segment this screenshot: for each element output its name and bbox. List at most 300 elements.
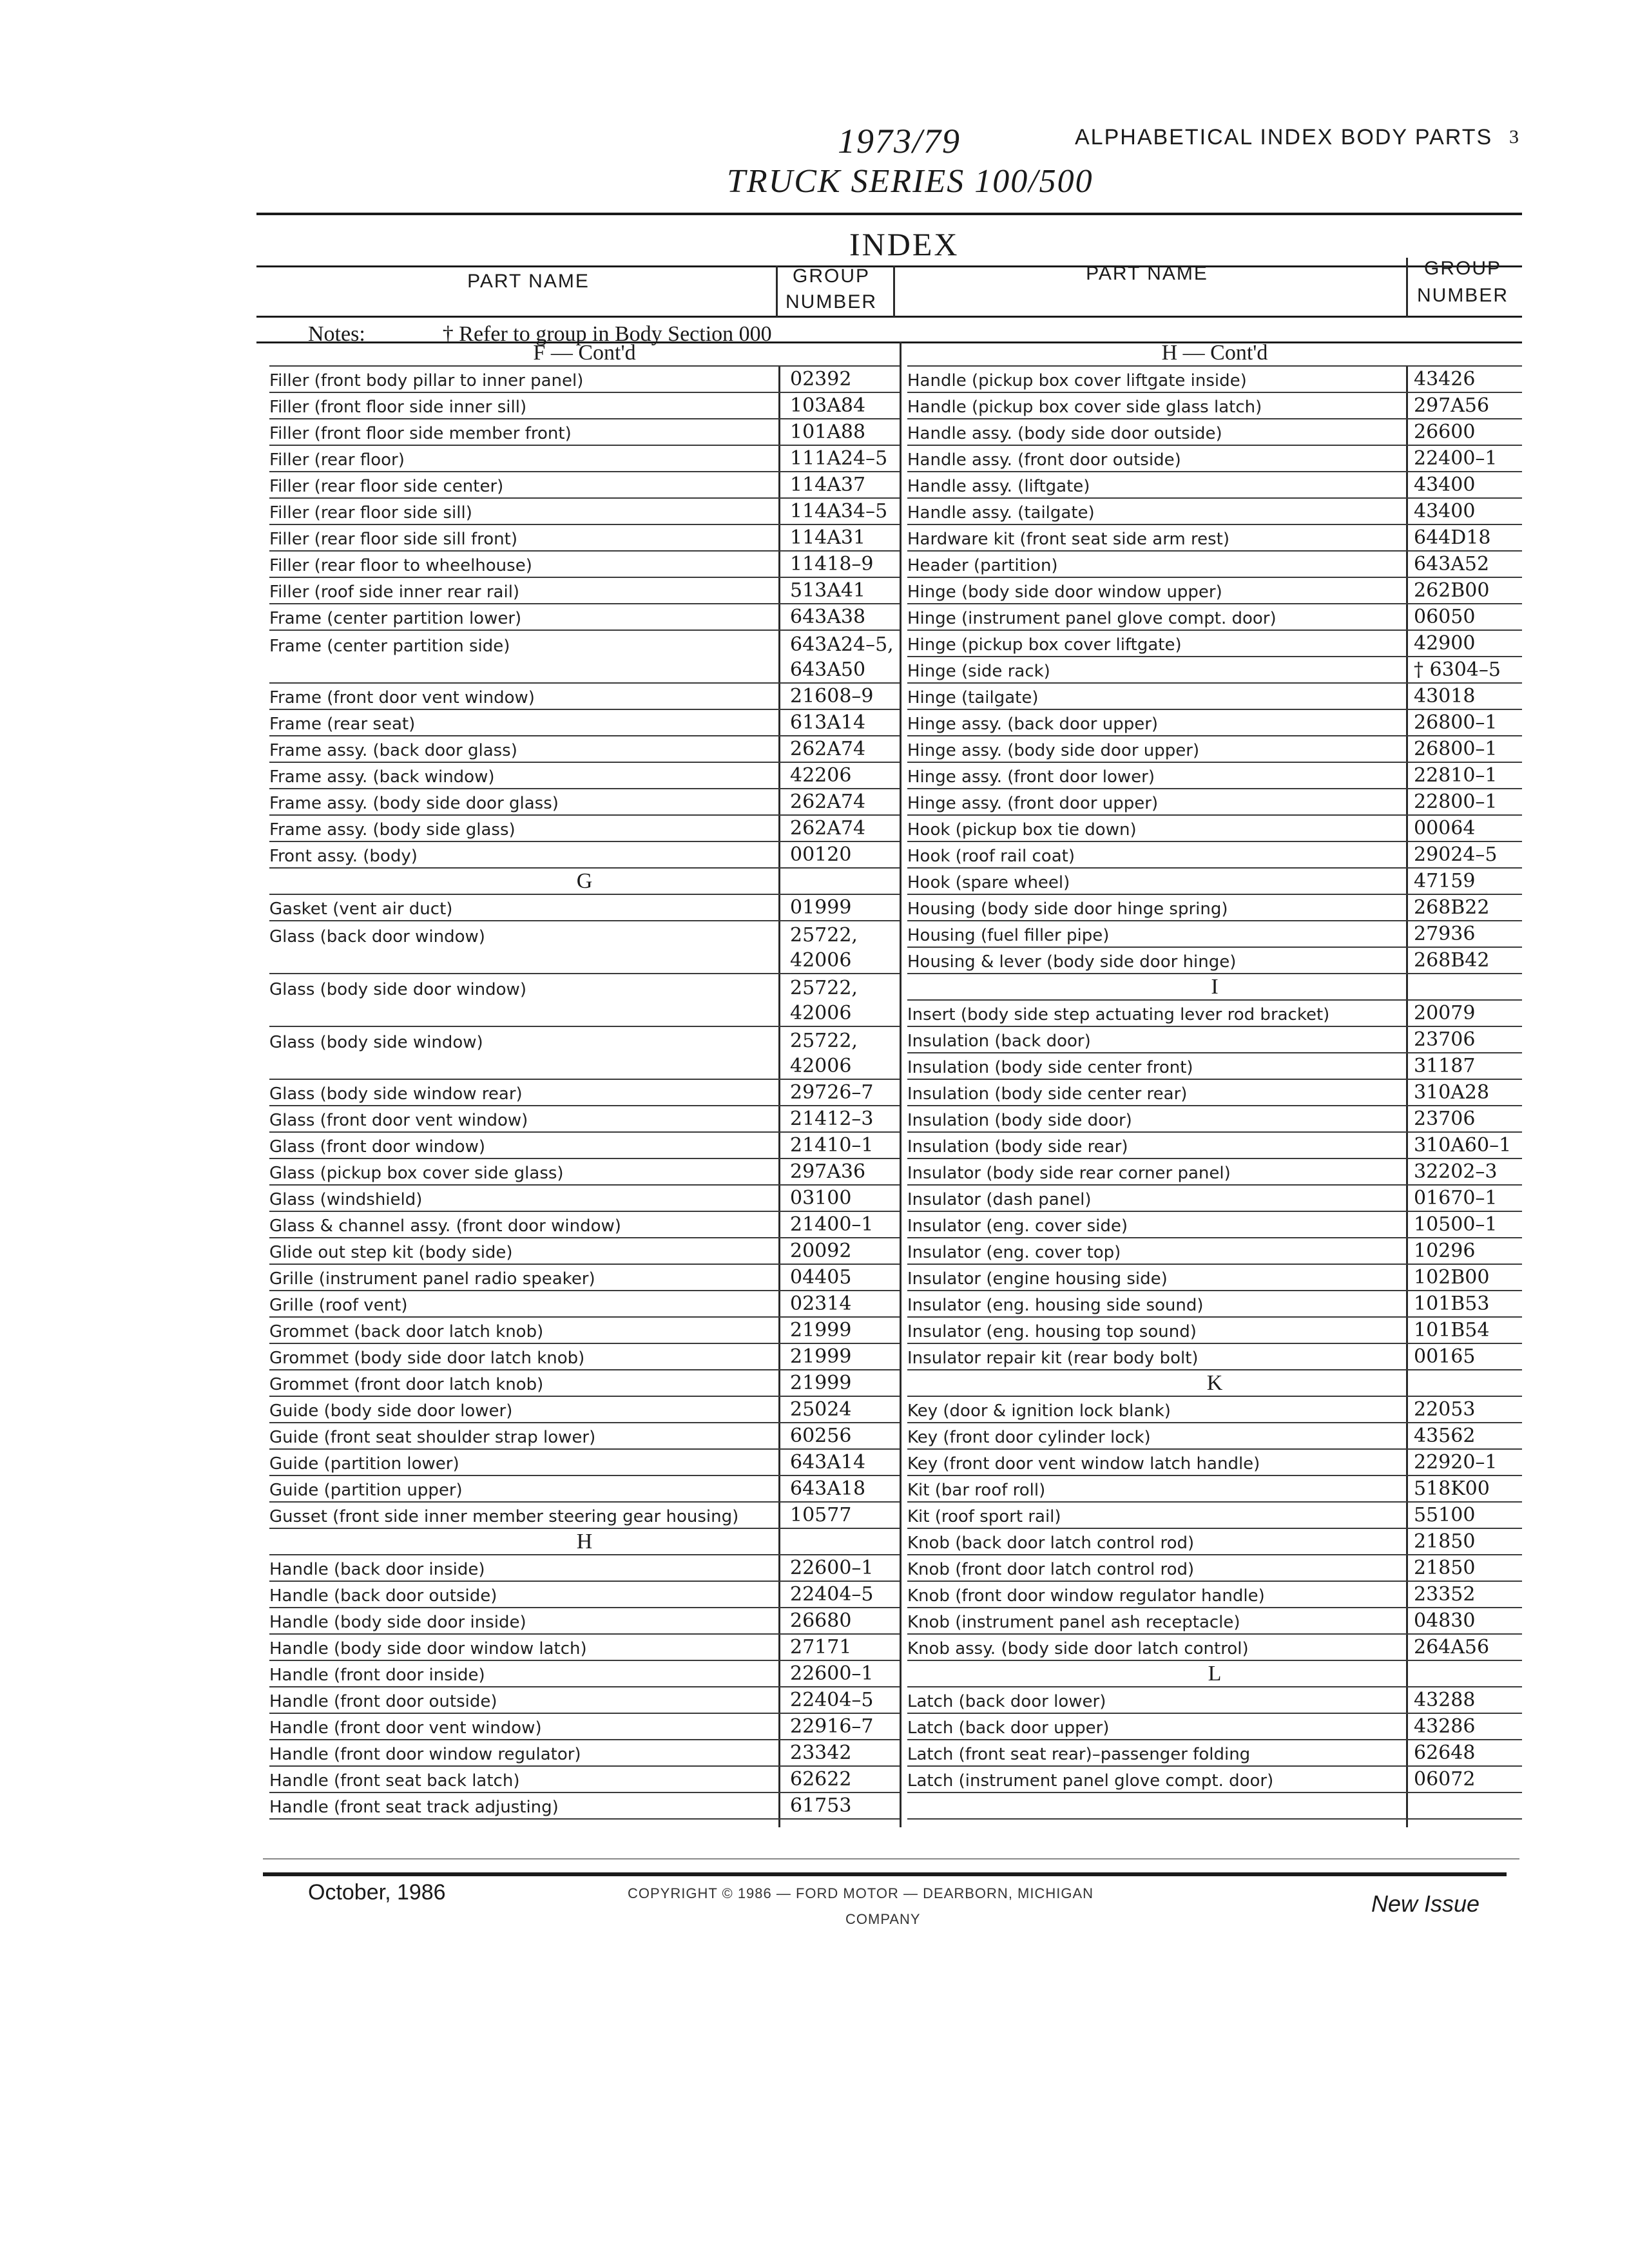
group-number: 27171	[790, 1636, 852, 1658]
part-name: Filler (rear floor side sill front)	[269, 530, 517, 549]
part-name: Frame assy. (back window)	[269, 767, 495, 787]
notes-label: Notes:	[308, 322, 365, 346]
group-number: 262A74	[790, 738, 866, 760]
group-number: 101A88	[790, 421, 866, 443]
part-row	[269, 419, 900, 446]
left-group-header: GROUP	[792, 265, 870, 287]
part-name: Handle (front seat track adjusting)	[269, 1798, 559, 1817]
part-name: Filler (front floor side member front)	[269, 424, 572, 443]
part-name: Glass (back door window)	[269, 927, 485, 947]
part-name: Insulator (eng. housing side sound)	[907, 1296, 1204, 1315]
group-number: 04405	[790, 1266, 852, 1289]
part-name: Insulation (body side rear)	[907, 1137, 1128, 1157]
group-number: 10577	[790, 1504, 852, 1526]
part-row	[269, 367, 900, 393]
part-row	[269, 1450, 900, 1476]
part-name: Hinge (body side door window upper)	[907, 582, 1222, 602]
section-heading-row	[907, 340, 1522, 367]
part-row	[269, 1767, 900, 1793]
part-row	[907, 1423, 1522, 1450]
group-number: 27936	[1414, 923, 1476, 945]
group-number: 613A14	[790, 711, 866, 734]
group-number: 43562	[1414, 1425, 1476, 1447]
group-number: 25722,	[790, 924, 858, 947]
part-name: Glass (body side window)	[269, 1033, 483, 1052]
group-number: 262A74	[790, 791, 866, 813]
group-number: 42206	[790, 764, 852, 787]
part-name: Glass (pickup box cover side glass)	[269, 1164, 564, 1183]
group-number: 42006	[790, 1002, 852, 1024]
part-row	[269, 499, 900, 525]
part-row	[269, 1238, 900, 1265]
group-number: 29726–7	[790, 1081, 874, 1104]
part-row	[907, 1106, 1522, 1133]
part-row	[269, 1027, 900, 1053]
part-row	[269, 1080, 900, 1106]
section-letter: L	[1208, 1662, 1222, 1686]
part-row	[269, 974, 900, 1001]
part-name: Glass (front door vent window)	[269, 1111, 528, 1130]
part-row	[907, 948, 1522, 974]
part-row	[269, 525, 900, 552]
part-row	[907, 1291, 1522, 1318]
part-name: Knob (back door latch control rod)	[907, 1533, 1195, 1553]
part-row	[907, 842, 1522, 869]
group-number: 43286	[1414, 1715, 1476, 1738]
section-heading-row	[907, 974, 1522, 1001]
group-number: 06072	[1414, 1768, 1476, 1791]
part-row	[907, 1529, 1522, 1555]
group-number: 10500–1	[1414, 1213, 1498, 1236]
group-number: 513A41	[790, 579, 866, 602]
part-row	[269, 684, 900, 710]
group-number: 00165	[1414, 1345, 1476, 1368]
truck-series-title: TRUCK SERIES 100/500	[727, 163, 1094, 200]
part-name: Frame (rear seat)	[269, 715, 416, 734]
group-number: 643A38	[790, 606, 866, 628]
part-name: Filler (rear floor)	[269, 450, 405, 470]
part-name: Guide (body side door lower)	[269, 1401, 513, 1421]
part-name: Hinge assy. (body side door upper)	[907, 741, 1200, 760]
group-number: 01670–1	[1414, 1187, 1498, 1209]
catalog-year-range: 1973/79	[838, 122, 961, 160]
part-row	[907, 631, 1522, 657]
group-number: 10296	[1414, 1240, 1476, 1262]
part-name: Hinge (side rack)	[907, 662, 1050, 681]
group-number: 21412–3	[790, 1108, 874, 1130]
part-row	[269, 948, 900, 974]
group-number: 11418–9	[790, 553, 874, 575]
part-row	[269, 1503, 900, 1529]
part-row	[907, 1133, 1522, 1159]
group-number: 43400	[1414, 474, 1476, 496]
part-row	[907, 1687, 1522, 1714]
group-number: 102B00	[1414, 1266, 1490, 1289]
group-number: 23706	[1414, 1028, 1476, 1051]
header-divider-left-group	[776, 265, 778, 317]
group-number: 22404–5	[790, 1583, 874, 1606]
part-row	[269, 1661, 900, 1687]
group-number: 310A28	[1414, 1081, 1490, 1104]
group-number: 23706	[1414, 1108, 1476, 1130]
header-divider-right-group	[1406, 258, 1408, 317]
footer-issue-status: New Issue	[1371, 1890, 1480, 1917]
part-name: Filler (rear floor side center)	[269, 477, 504, 496]
part-name: Filler (front body pillar to inner panel)	[269, 371, 584, 390]
part-row	[269, 763, 900, 789]
part-name: Handle (front seat back latch)	[269, 1771, 520, 1791]
part-row	[269, 657, 900, 684]
part-row	[907, 1740, 1522, 1767]
part-row	[269, 1318, 900, 1344]
group-number: 22810–1	[1414, 764, 1498, 787]
part-row	[269, 1793, 900, 1820]
group-number: 26600	[1414, 421, 1476, 443]
part-row	[907, 1238, 1522, 1265]
part-name: Frame assy. (body side glass)	[269, 820, 516, 840]
group-number: 22800–1	[1414, 791, 1498, 813]
part-row	[269, 552, 900, 578]
part-row	[907, 1053, 1522, 1080]
center-divider	[900, 341, 901, 1827]
section-title: ALPHABETICAL INDEX BODY PARTS	[1075, 125, 1493, 149]
part-name: Insulator (dash panel)	[907, 1190, 1092, 1209]
part-name: Grommet (front door latch knob)	[269, 1375, 544, 1394]
part-row	[907, 1503, 1522, 1529]
group-number: 114A31	[790, 526, 866, 549]
group-number: 62622	[790, 1768, 852, 1791]
group-number: 06050	[1414, 606, 1476, 628]
group-number: 25024	[790, 1398, 852, 1421]
page-number: 3	[1509, 126, 1519, 148]
group-number: 32202–3	[1414, 1160, 1498, 1183]
part-name: Grommet (back door latch knob)	[269, 1322, 544, 1341]
part-name: Glass (body side window rear)	[269, 1084, 523, 1104]
footer-date: October, 1986	[308, 1880, 446, 1905]
part-row	[269, 1555, 900, 1582]
part-name: Key (front door vent window latch handle)	[907, 1454, 1260, 1474]
part-name: Insulation (body side center front)	[907, 1058, 1193, 1077]
part-row	[907, 1714, 1522, 1740]
part-name: Housing & lever (body side door hinge)	[907, 952, 1237, 972]
part-name: Handle (front door window regulator)	[269, 1745, 581, 1764]
group-number: 43426	[1414, 368, 1476, 390]
part-name: Knob (front door latch control rod)	[907, 1560, 1195, 1579]
group-number: 20092	[790, 1240, 852, 1262]
group-number: 643A14	[790, 1451, 866, 1474]
part-name: Frame (center partition side)	[269, 637, 510, 656]
footer-rule-bold	[263, 1872, 1507, 1876]
part-row	[269, 1344, 900, 1370]
part-name: Latch (back door lower)	[907, 1692, 1106, 1711]
part-name: Frame assy. (back door glass)	[269, 741, 517, 760]
part-row	[269, 578, 900, 604]
right-number-header: NUMBER	[1416, 285, 1509, 306]
part-name: Insulator repair kit (rear body bolt)	[907, 1349, 1199, 1368]
group-number: 114A34–5	[790, 500, 888, 523]
part-row	[269, 631, 900, 657]
group-number: 643A52	[1414, 553, 1490, 575]
part-row	[269, 1291, 900, 1318]
part-row	[269, 1106, 900, 1133]
part-row	[907, 1767, 1522, 1793]
group-number: 22404–5	[790, 1689, 874, 1711]
part-row	[907, 1318, 1522, 1344]
group-number: 21999	[790, 1319, 852, 1341]
part-row	[269, 921, 900, 948]
group-number: 101B53	[1414, 1293, 1490, 1315]
part-name: Key (front door cylinder lock)	[907, 1428, 1151, 1447]
section-letter: K	[1206, 1371, 1223, 1395]
part-name: Insulation (body side center rear)	[907, 1084, 1188, 1104]
group-number: 31187	[1414, 1055, 1476, 1077]
part-name: Glass (front door window)	[269, 1137, 485, 1157]
part-row	[907, 1212, 1522, 1238]
part-name: Key (door & ignition lock blank)	[907, 1401, 1171, 1421]
group-number: 21608–9	[790, 685, 874, 707]
part-row	[907, 1027, 1522, 1053]
group-number: 518K00	[1414, 1477, 1490, 1500]
group-number: 26680	[790, 1610, 852, 1632]
part-row	[269, 1159, 900, 1186]
group-number: 268B22	[1414, 896, 1490, 919]
group-number: 268B42	[1414, 949, 1490, 972]
group-number: 29024–5	[1414, 843, 1498, 866]
part-name: Handle assy. (tailgate)	[907, 503, 1095, 523]
part-row	[269, 1608, 900, 1635]
part-row	[907, 816, 1522, 842]
group-number: 22916–7	[790, 1715, 874, 1738]
group-number: 00120	[790, 843, 852, 866]
part-name: Handle (back door outside)	[269, 1586, 497, 1606]
group-number: 01999	[790, 896, 852, 919]
group-number: 111A24–5	[790, 447, 888, 470]
part-name: Hook (spare wheel)	[907, 873, 1070, 892]
part-name: Handle (front door outside)	[269, 1692, 497, 1711]
group-number: 61753	[790, 1794, 852, 1817]
part-name: Handle (pickup box cover liftgate inside)	[907, 371, 1247, 390]
part-row	[269, 472, 900, 499]
group-number: 42900	[1414, 632, 1476, 655]
part-name: Handle (back door inside)	[269, 1560, 485, 1579]
section-heading-row	[907, 1370, 1522, 1397]
part-row	[907, 684, 1522, 710]
part-row	[907, 895, 1522, 921]
footer-company: COMPANY	[845, 1911, 921, 1927]
part-name: Insulation (body side door)	[907, 1111, 1132, 1130]
part-row	[907, 1001, 1522, 1027]
part-row	[269, 1001, 900, 1027]
part-row	[907, 1450, 1522, 1476]
group-number: 21850	[1414, 1530, 1476, 1553]
part-name: Insulator (body side rear corner panel)	[907, 1164, 1231, 1183]
part-name: Hinge assy. (front door lower)	[907, 767, 1155, 787]
group-number: 297A56	[1414, 394, 1490, 417]
part-name: Handle (body side door inside)	[269, 1613, 526, 1632]
part-name: Handle assy. (front door outside)	[907, 450, 1181, 470]
group-number: 23352	[1414, 1583, 1476, 1606]
part-name: Filler (front floor side inner sill)	[269, 398, 527, 417]
group-number: 21850	[1414, 1557, 1476, 1579]
part-row	[269, 1265, 900, 1291]
part-name: Kit (roof sport rail)	[907, 1507, 1061, 1526]
part-row	[269, 1133, 900, 1159]
group-number: 43288	[1414, 1689, 1476, 1711]
part-row	[907, 472, 1522, 499]
part-row	[907, 657, 1522, 684]
part-name: Insulator (eng. housing top sound)	[907, 1322, 1197, 1341]
part-name: Knob assy. (body side door latch control)	[907, 1639, 1249, 1658]
right-group-header: GROUP	[1423, 258, 1501, 279]
part-name: Grille (instrument panel radio speaker)	[269, 1269, 595, 1289]
part-name: Handle (pickup box cover side glass latch)	[907, 398, 1262, 417]
part-row	[269, 446, 900, 472]
header-rule	[256, 213, 1522, 215]
group-number: 43400	[1414, 500, 1476, 523]
part-row	[907, 1555, 1522, 1582]
part-name: Hinge assy. (front door upper)	[907, 794, 1159, 813]
part-name: Hinge (pickup box cover liftgate)	[907, 635, 1182, 655]
part-row	[269, 736, 900, 763]
group-number: 25722,	[790, 977, 858, 999]
group-number: 42006	[790, 1055, 852, 1077]
group-number: 43018	[1414, 685, 1476, 707]
section-heading-row	[269, 869, 900, 895]
part-row	[907, 1476, 1522, 1503]
part-name: Filler (roof side inner rear rail)	[269, 582, 520, 602]
part-name: Kit (bar roof roll)	[907, 1481, 1046, 1500]
part-name: Insert (body side step actuating lever rod bracket)	[907, 1005, 1330, 1024]
group-number: 55100	[1414, 1504, 1476, 1526]
part-name: Header (partition)	[907, 556, 1058, 575]
part-name: Hinge (instrument panel glove compt. door)	[907, 609, 1277, 628]
part-row	[907, 763, 1522, 789]
part-row	[907, 578, 1522, 604]
group-number: 20079	[1414, 1002, 1476, 1024]
group-number: † 6304–5	[1414, 658, 1501, 681]
section-heading-row	[907, 1661, 1522, 1687]
part-row	[907, 552, 1522, 578]
part-name: Gasket (vent air duct)	[269, 899, 453, 919]
group-number: 21410–1	[790, 1134, 874, 1157]
group-number: 23342	[790, 1742, 852, 1764]
group-number: 47159	[1414, 870, 1476, 892]
part-name: Grille (roof vent)	[269, 1296, 408, 1315]
section-letter: H — Cont'd	[1161, 341, 1268, 365]
part-name: Handle (front door inside)	[269, 1666, 485, 1685]
part-row	[907, 789, 1522, 816]
part-row	[269, 1212, 900, 1238]
section-letter: I	[1211, 975, 1219, 999]
group-number: 262A74	[790, 817, 866, 840]
part-row	[907, 367, 1522, 393]
section-letter: H	[576, 1530, 593, 1553]
part-name: Latch (instrument panel glove compt. door)	[907, 1771, 1274, 1791]
part-name: Housing (body side door hinge spring)	[907, 899, 1228, 919]
part-row	[269, 895, 900, 921]
part-row	[907, 499, 1522, 525]
section-letter: F — Cont'd	[533, 341, 636, 365]
part-row	[907, 604, 1522, 631]
part-name: Guide (partition upper)	[269, 1481, 463, 1500]
group-number: 26800–1	[1414, 738, 1498, 760]
part-row	[907, 1344, 1522, 1370]
part-name: Filler (rear floor to wheelhouse)	[269, 556, 532, 575]
group-number: 22400–1	[1414, 447, 1498, 470]
part-name: Insulation (back door)	[907, 1032, 1091, 1051]
group-number: 21400–1	[790, 1213, 874, 1236]
part-name: Frame assy. (body side door glass)	[269, 794, 559, 813]
footer-copyright: COPYRIGHT © 1986 — FORD MOTOR — DEARBORN, MICHIGAN	[628, 1885, 1094, 1901]
part-name: Hinge assy. (back door upper)	[907, 715, 1159, 734]
part-row	[907, 419, 1522, 446]
part-name: Handle (front door vent window)	[269, 1718, 542, 1738]
group-number: 103A84	[790, 394, 866, 417]
part-name: Front assy. (body)	[269, 847, 418, 866]
group-number: 60256	[790, 1425, 852, 1447]
part-name: Hardware kit (front seat side arm rest)	[907, 530, 1230, 549]
right-part-name-header: PART NAME	[1086, 263, 1208, 284]
part-row	[907, 736, 1522, 763]
part-row	[907, 1635, 1522, 1661]
part-row	[269, 1423, 900, 1450]
header-divider-middle	[893, 265, 895, 317]
part-row	[907, 525, 1522, 552]
group-number: 21999	[790, 1372, 852, 1394]
group-number: 00064	[1414, 817, 1476, 840]
part-name: Handle assy. (body side door outside)	[907, 424, 1222, 443]
group-number: 02314	[790, 1293, 852, 1315]
group-number: 62648	[1414, 1742, 1476, 1764]
part-name: Glass & channel assy. (front door window)	[269, 1216, 621, 1236]
part-row	[269, 710, 900, 736]
part-row	[269, 1186, 900, 1212]
group-number: 264A56	[1414, 1636, 1490, 1658]
part-row	[907, 1608, 1522, 1635]
group-number: 643A24–5,	[790, 633, 894, 656]
part-name: Filler (rear floor side sill)	[269, 503, 472, 523]
part-row	[269, 842, 900, 869]
part-row	[907, 1582, 1522, 1608]
group-number: 310A60–1	[1414, 1134, 1512, 1157]
part-row	[907, 921, 1522, 948]
group-number: 22053	[1414, 1398, 1476, 1421]
group-number: 04830	[1414, 1610, 1476, 1632]
part-name: Glide out step kit (body side)	[269, 1243, 513, 1262]
part-row	[907, 1397, 1522, 1423]
part-row	[269, 1397, 900, 1423]
part-name: Insulator (engine housing side)	[907, 1269, 1168, 1289]
part-row	[269, 1714, 900, 1740]
group-number: 644D18	[1414, 526, 1491, 549]
index-title: INDEX	[849, 226, 959, 262]
part-row	[907, 710, 1522, 736]
group-number: 22600–1	[790, 1557, 874, 1579]
part-row	[907, 1159, 1522, 1186]
part-row	[269, 1370, 900, 1397]
group-number: 26800–1	[1414, 711, 1498, 734]
part-name: Hook (pickup box tie down)	[907, 820, 1137, 840]
group-number: 02392	[790, 368, 852, 390]
part-name: Hinge (tailgate)	[907, 688, 1039, 707]
group-number: 21999	[790, 1345, 852, 1368]
group-number: 42006	[790, 949, 852, 972]
group-number: 22920–1	[1414, 1451, 1498, 1474]
part-row	[907, 1186, 1522, 1212]
part-name: Latch (back door upper)	[907, 1718, 1110, 1738]
part-name: Grommet (body side door latch knob)	[269, 1349, 585, 1368]
section-letter: G	[576, 869, 593, 893]
